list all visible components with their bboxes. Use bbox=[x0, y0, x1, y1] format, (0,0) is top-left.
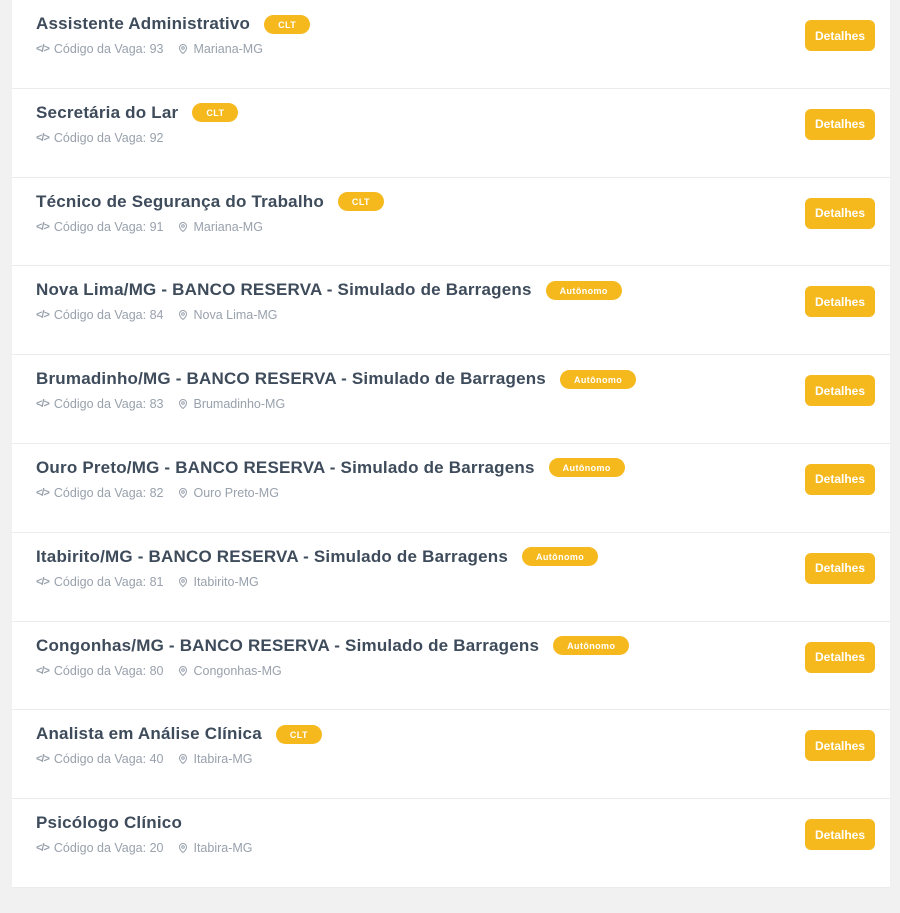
job-title-line bbox=[36, 192, 384, 212]
job-code: Código da Vaga: 83 bbox=[53, 397, 164, 412]
job-location bbox=[177, 397, 285, 411]
details-button[interactable]: Detalhes bbox=[805, 20, 875, 51]
job-info bbox=[36, 14, 310, 56]
code-icon: </> bbox=[36, 131, 49, 144]
details-button[interactable]: Detalhes bbox=[805, 198, 875, 229]
job-location-label: Itabirito-MG bbox=[193, 574, 259, 589]
job-location-label: Itabira-MG bbox=[193, 841, 253, 856]
job-title-line bbox=[36, 458, 625, 478]
job-info bbox=[36, 192, 384, 234]
job-row bbox=[12, 533, 890, 622]
job-title-line bbox=[36, 724, 322, 744]
job-location bbox=[177, 486, 278, 500]
job-row bbox=[12, 89, 890, 178]
code-icon: </> bbox=[36, 43, 49, 55]
location-pin-icon bbox=[177, 43, 189, 55]
job-info bbox=[36, 103, 238, 145]
job-title: Assistente Administrativo bbox=[36, 14, 251, 33]
location-pin-icon bbox=[177, 576, 189, 588]
job-title-line bbox=[36, 636, 629, 656]
job-title: Ouro Preto/MG - BANCO RESERVA - Simulado de Barragens bbox=[36, 457, 535, 477]
job-title: Itabirito/MG - BANCO RESERVA - Simulado de Barragens bbox=[36, 546, 508, 566]
job-location-label: Congonhas-MG bbox=[193, 663, 282, 678]
job-title: Congonhas/MG - BANCO RESERVA - Simulado de Barragens bbox=[36, 635, 540, 655]
job-code: Código da Vaga: 82 bbox=[53, 485, 164, 500]
job-meta bbox=[36, 220, 384, 234]
job-title-line bbox=[36, 369, 636, 389]
job-location-label: Nova Lima-MG bbox=[193, 308, 278, 323]
code-icon: </> bbox=[36, 664, 49, 677]
contract-type-badge: Autônomo bbox=[553, 636, 629, 655]
job-location bbox=[177, 841, 252, 855]
job-meta bbox=[36, 752, 322, 766]
job-title: Analista em Análise Clínica bbox=[36, 724, 262, 744]
location-pin-icon bbox=[177, 309, 189, 321]
job-meta bbox=[36, 841, 253, 855]
job-code: Código da Vaga: 93 bbox=[53, 42, 164, 56]
job-info bbox=[36, 813, 253, 855]
job-location bbox=[177, 220, 262, 234]
job-meta bbox=[36, 664, 629, 678]
job-title-line bbox=[36, 547, 598, 567]
location-pin-icon bbox=[177, 221, 189, 233]
job-code: Código da Vaga: 84 bbox=[53, 308, 164, 323]
job-info bbox=[36, 369, 636, 411]
location-pin-icon bbox=[177, 398, 189, 410]
details-button[interactable]: Detalhes bbox=[805, 730, 875, 761]
details-button[interactable]: Detalhes bbox=[805, 286, 875, 317]
job-code: Código da Vaga: 40 bbox=[53, 752, 164, 767]
details-button[interactable]: Detalhes bbox=[805, 375, 875, 406]
job-row bbox=[12, 355, 890, 444]
job-title: Secretária do Lar bbox=[36, 102, 179, 122]
job-code: Código da Vaga: 80 bbox=[53, 663, 164, 678]
job-meta bbox=[36, 131, 238, 145]
job-title-line bbox=[36, 280, 622, 300]
contract-type-badge: CLT bbox=[338, 192, 384, 211]
job-code: Código da Vaga: 20 bbox=[53, 841, 164, 856]
location-pin-icon bbox=[177, 753, 189, 765]
job-info bbox=[36, 458, 625, 500]
location-pin-icon bbox=[177, 665, 189, 677]
details-button[interactable]: Detalhes bbox=[805, 642, 875, 673]
job-row bbox=[12, 710, 890, 799]
code-icon: </> bbox=[36, 486, 49, 499]
code-icon: </> bbox=[36, 753, 49, 766]
contract-type-badge: Autônomo bbox=[560, 370, 636, 389]
job-location-label: Mariana-MG bbox=[193, 219, 263, 234]
job-title: Brumadinho/MG - BANCO RESERVA - Simulado de Barragens bbox=[36, 369, 546, 389]
job-row bbox=[12, 178, 890, 267]
job-location-label: Brumadinho-MG bbox=[193, 397, 286, 412]
job-row bbox=[12, 0, 890, 89]
job-info bbox=[36, 636, 629, 678]
contract-type-badge: Autônomo bbox=[546, 281, 622, 300]
job-row bbox=[12, 799, 890, 888]
job-title: Nova Lima/MG - BANCO RESERVA - Simulado de Barragens bbox=[36, 280, 532, 300]
job-location-label: Itabira-MG bbox=[193, 752, 253, 767]
code-icon: </> bbox=[36, 842, 49, 855]
job-info bbox=[36, 547, 598, 589]
contract-type-badge: CLT bbox=[264, 15, 310, 34]
code-icon: </> bbox=[36, 309, 49, 322]
job-location bbox=[177, 575, 258, 589]
job-location bbox=[177, 664, 281, 678]
job-meta bbox=[36, 575, 598, 589]
job-info bbox=[36, 724, 322, 766]
contract-type-badge: CLT bbox=[276, 725, 322, 744]
details-button[interactable]: Detalhes bbox=[805, 553, 875, 584]
details-button[interactable]: Detalhes bbox=[805, 109, 875, 140]
job-title: Técnico de Segurança do Trabalho bbox=[36, 191, 324, 211]
contract-type-badge: Autônomo bbox=[549, 458, 625, 477]
job-location bbox=[177, 42, 262, 56]
job-info bbox=[36, 280, 622, 322]
location-pin-icon bbox=[177, 842, 189, 854]
contract-type-badge: Autônomo bbox=[522, 547, 598, 566]
job-title-line bbox=[36, 103, 238, 123]
job-meta bbox=[36, 42, 310, 56]
details-button[interactable]: Detalhes bbox=[805, 464, 875, 495]
job-title-line bbox=[36, 14, 310, 34]
code-icon: </> bbox=[36, 398, 49, 411]
job-title: Psicólogo Clínico bbox=[36, 813, 183, 833]
job-meta bbox=[36, 308, 622, 322]
job-location-label: Mariana-MG bbox=[193, 42, 263, 56]
job-row bbox=[12, 444, 890, 533]
job-list bbox=[12, 0, 890, 888]
code-icon: </> bbox=[36, 220, 49, 233]
job-row bbox=[12, 622, 890, 711]
job-code: Código da Vaga: 92 bbox=[53, 130, 164, 145]
job-location-label: Ouro Preto-MG bbox=[193, 485, 279, 500]
location-pin-icon bbox=[177, 487, 189, 499]
code-icon: </> bbox=[36, 575, 49, 588]
job-meta bbox=[36, 486, 625, 500]
job-code: Código da Vaga: 81 bbox=[53, 574, 164, 589]
job-meta bbox=[36, 397, 636, 411]
job-location bbox=[177, 752, 252, 766]
details-button[interactable]: Detalhes bbox=[805, 819, 875, 850]
job-row bbox=[12, 266, 890, 355]
job-code: Código da Vaga: 91 bbox=[53, 219, 164, 234]
job-title-line bbox=[36, 813, 253, 833]
job-location bbox=[177, 308, 277, 322]
contract-type-badge: CLT bbox=[192, 103, 238, 122]
